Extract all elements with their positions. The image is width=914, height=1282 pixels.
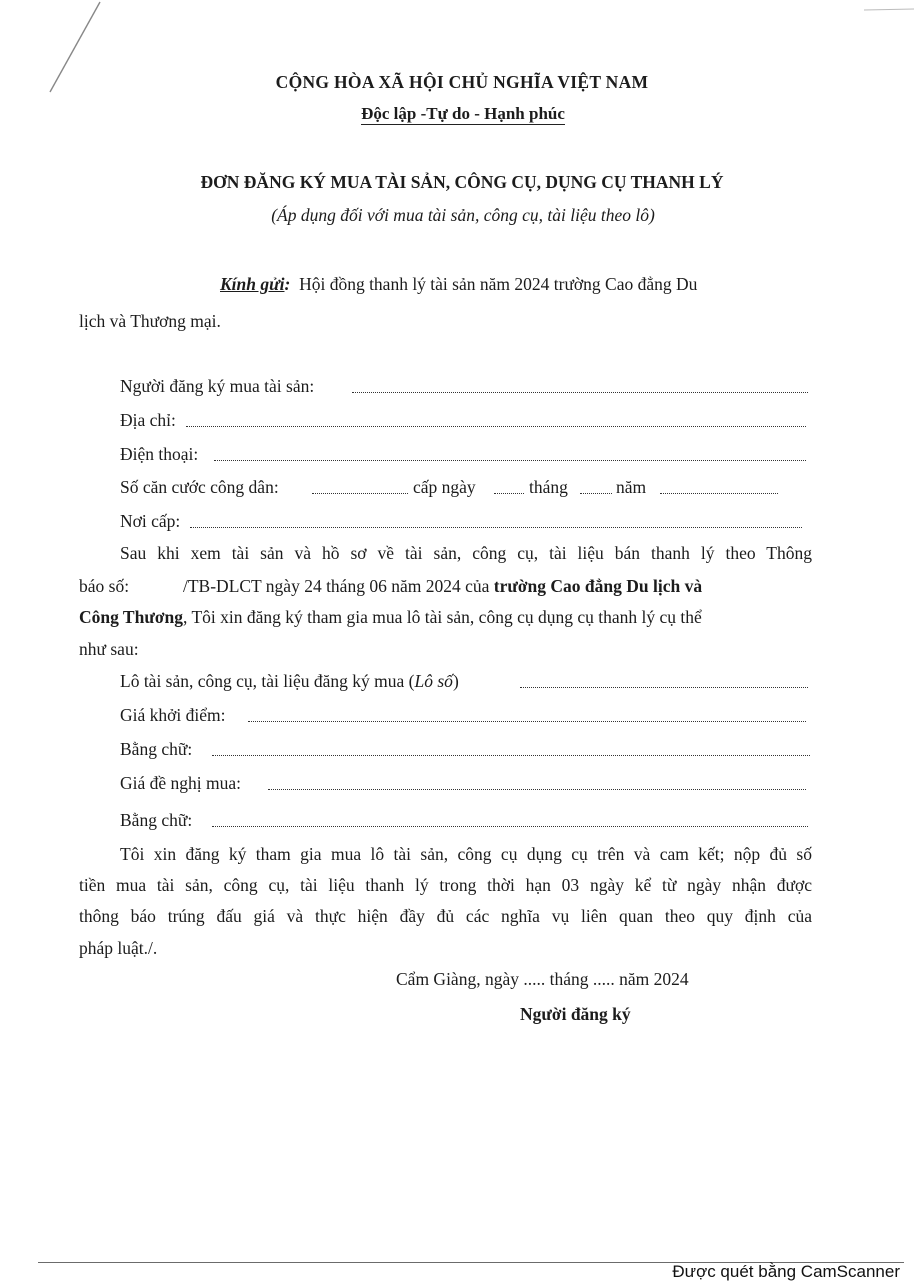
intro-line-4: như sau: [79, 639, 139, 659]
page-top-right-edge [854, 0, 914, 20]
issue-day-blank [494, 492, 524, 494]
lot-label-a: Lô tài sản, công cụ, tài liệu đăng ký mua ( [120, 671, 415, 691]
school-name-part-2: Công Thương [79, 607, 184, 627]
start-price-blank [248, 720, 806, 722]
address-field [120, 412, 176, 430]
addressee-colon: : [284, 274, 291, 294]
intro-line-1: Sau khi xem tài sản và hồ sơ về tài sản, công cụ, tài liệu bán thanh lý theo Thông [120, 543, 812, 563]
school-name-part-1: trường Cao đẳng Du lịch và [493, 576, 703, 596]
issue-place-field [120, 513, 180, 531]
scanner-watermark: Được quét bằng CamScanner [672, 1262, 900, 1281]
buyer-label: Người đăng ký mua tài sản: [120, 376, 315, 396]
issue-date-label: cấp ngày [413, 477, 476, 497]
addressee-label: Kính gửi [220, 274, 285, 294]
commitment-line-1: Tôi xin đăng ký tham gia mua lô tài sản, công cụ dụng cụ trên và cam kết; nộp đủ số [120, 844, 812, 864]
phone-label: Điện thoại: [120, 444, 199, 464]
lot-label-c: ) [452, 671, 459, 691]
intro-line-3 [79, 609, 702, 627]
offer-price-field [120, 775, 241, 793]
motto-text: Độc lập -Tự do - Hạnh phúc [361, 104, 565, 123]
country-name: CỘNG HÒA XÃ HỘI CHỦ NGHĨA VIỆT NAM [275, 72, 649, 92]
issue-year-label: năm [616, 477, 647, 497]
phone-field [120, 446, 198, 464]
in-words-field-2 [120, 812, 192, 830]
address-label: Địa chỉ: [120, 410, 176, 430]
issue-year-blank [660, 492, 778, 494]
addressee-line-1 [220, 276, 697, 294]
intro-line-3-text: , Tôi xin đăng ký tham gia mua lô tài sản, công cụ dụng cụ thanh lý cụ thể [183, 607, 702, 627]
motto [0, 104, 914, 124]
addressee-text-1: Hội đồng thanh lý tài sản năm 2024 trường Cao đẳng Du [299, 274, 698, 294]
commitment-line-4: pháp luật./. [79, 938, 158, 958]
in-words-blank-2 [212, 825, 808, 827]
address-blank [186, 425, 806, 427]
in-words-label-2: Bằng chữ: [120, 810, 193, 830]
in-words-blank-1 [212, 754, 810, 756]
id-number-blank [312, 492, 408, 494]
document-title: ĐƠN ĐĂNG KÝ MUA TÀI SẢN, CÔNG CỤ, DỤNG CỤ THANH LÝ [200, 172, 724, 192]
document-subtitle: (Áp dụng đối với mua tài sản, công cụ, tài liệu theo lô) [271, 205, 655, 225]
phone-blank [214, 459, 806, 461]
lot-field [120, 673, 459, 691]
notice-ref-text: /TB-DLCT ngày 24 tháng 06 năm 2024 của [183, 576, 490, 596]
place-date: Cẩm Giàng, ngày ..... tháng ..... năm 2024 [396, 969, 689, 989]
offer-price-blank [268, 788, 806, 790]
start-price-label: Giá khởi điểm: [120, 705, 226, 725]
addressee-line-2: lịch và Thương mại. [79, 311, 221, 331]
buyer-blank [352, 391, 808, 393]
in-words-field-1 [120, 741, 192, 759]
buyer-field [120, 378, 314, 396]
lot-blank [520, 686, 808, 688]
issue-place-label: Nơi cấp: [120, 511, 181, 531]
id-number-label: Số căn cước công dân: [120, 477, 279, 497]
in-words-label-1: Bằng chữ: [120, 739, 193, 759]
signer-title: Người đăng ký [520, 1004, 631, 1024]
issue-month-label: tháng [529, 477, 568, 497]
commitment-line-2: tiền mua tài sản, công cụ, tài liệu thanh lý trong thời hạn 03 ngày kể từ ngày nhận được [79, 875, 812, 895]
start-price-field [120, 707, 226, 725]
intro-line-2 [183, 578, 812, 596]
offer-price-label: Giá đề nghị mua: [120, 773, 242, 793]
issue-month-blank [580, 492, 612, 494]
lot-label-b: Lô số [414, 671, 453, 691]
issue-place-blank [190, 526, 802, 528]
commitment-line-3: thông báo trúng đấu giá và thực hiện đầy đủ các nghĩa vụ liên quan theo quy định của [79, 906, 812, 926]
intro-line-2a: báo số: [79, 576, 130, 596]
